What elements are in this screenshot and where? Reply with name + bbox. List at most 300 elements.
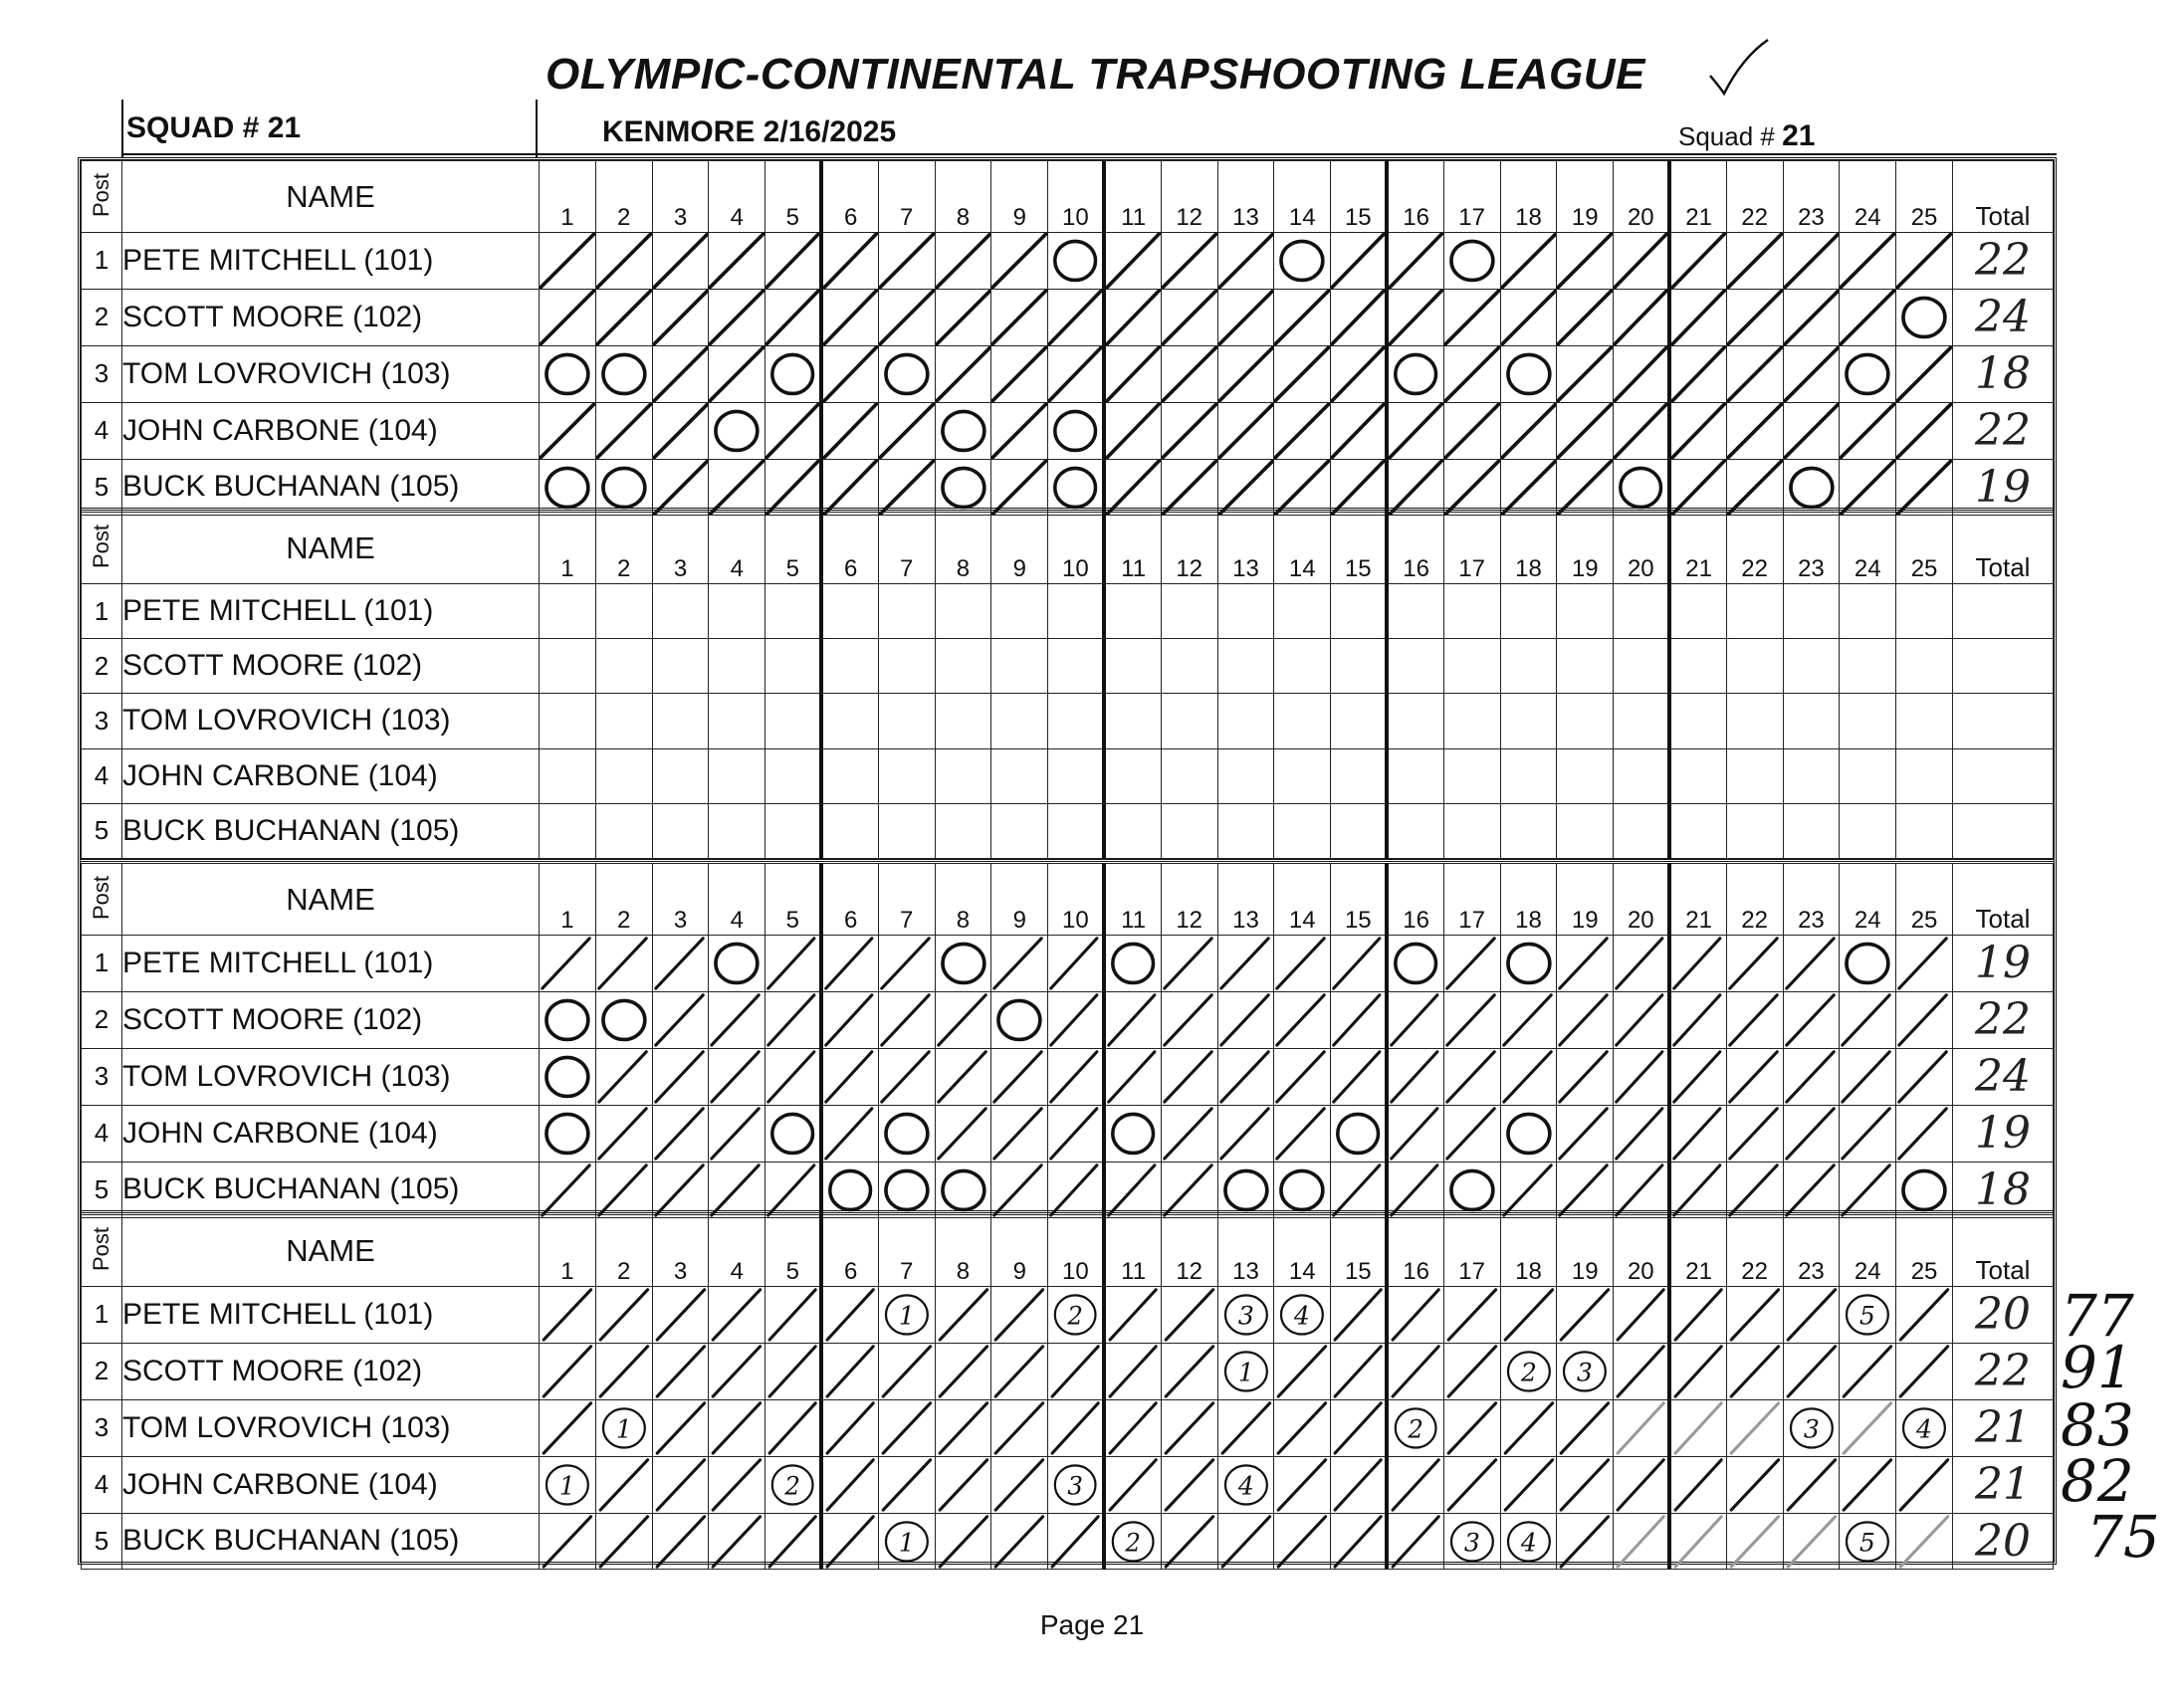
hit-slash-icon xyxy=(1501,1049,1557,1105)
hit-slash-icon xyxy=(596,1514,652,1570)
shooter-name: TOM LOVROVICH (103) xyxy=(122,694,540,748)
hit-slash-icon xyxy=(653,1049,709,1105)
hit-slash-icon xyxy=(1389,290,1442,345)
miss-mark xyxy=(765,1456,822,1513)
empty-cell xyxy=(1783,584,1840,639)
hit-mark xyxy=(1500,991,1557,1048)
hit-slash-icon xyxy=(1444,403,1500,459)
hit-mark xyxy=(709,991,765,1048)
hit-slash-icon xyxy=(1162,1400,1217,1456)
empty-cell xyxy=(1614,584,1670,639)
hit-slash-icon xyxy=(1331,1163,1385,1218)
hit-mark xyxy=(1557,1456,1614,1513)
empty-cell xyxy=(878,639,935,694)
hit-slash-icon xyxy=(1218,1106,1274,1162)
empty-cell xyxy=(1048,803,1105,858)
hit-mark xyxy=(1274,402,1331,459)
target-number-header: 1 xyxy=(540,1215,596,1287)
hit-mark xyxy=(1274,1048,1331,1105)
hit-mark xyxy=(1500,1456,1557,1513)
hit-mark xyxy=(1783,936,1840,992)
hit-slash-icon xyxy=(765,290,819,345)
empty-cell xyxy=(878,748,935,803)
miss-mark xyxy=(595,345,652,402)
hit-mark xyxy=(1443,1343,1500,1399)
shooter-row xyxy=(82,233,2054,290)
target-number-header: 17 xyxy=(1443,161,1500,233)
post-number: 2 xyxy=(82,1343,122,1399)
target-number-header: 6 xyxy=(821,1215,878,1287)
target-number-header: 25 xyxy=(1896,864,1953,936)
hit-slash-icon xyxy=(1218,936,1274,991)
target-number-header: 7 xyxy=(878,513,935,584)
hit-slash-icon xyxy=(823,1514,877,1570)
miss-mark xyxy=(540,459,596,516)
hit-mark xyxy=(1783,402,1840,459)
hit-mark xyxy=(1443,289,1500,345)
target-number-header: 12 xyxy=(1161,1215,1217,1287)
miss-mark xyxy=(540,1456,596,1513)
hit-slash-icon xyxy=(1389,1106,1442,1162)
miss-circle-icon xyxy=(879,1163,935,1218)
empty-cell xyxy=(1104,803,1161,858)
round-total xyxy=(1953,803,2054,858)
hit-mark xyxy=(991,289,1048,345)
hit-slash-icon xyxy=(1389,233,1442,289)
hit-mark xyxy=(709,233,765,290)
miss-circle-icon xyxy=(596,1400,652,1456)
hit-mark xyxy=(1387,289,1443,345)
hit-mark xyxy=(1614,1343,1670,1399)
svg-text:4: 4 xyxy=(1237,1471,1254,1501)
hit-mark xyxy=(1783,345,1840,402)
hit-mark xyxy=(821,1513,878,1570)
empty-cell xyxy=(1274,584,1331,639)
hit-slash-icon xyxy=(653,403,709,459)
empty-cell xyxy=(1331,748,1388,803)
hit-mark xyxy=(1614,1162,1670,1218)
svg-text:3: 3 xyxy=(1463,1528,1480,1558)
target-number-header: 14 xyxy=(1274,1215,1331,1287)
svg-text:5: 5 xyxy=(1859,1301,1876,1331)
hit-slash-icon xyxy=(1331,1344,1385,1399)
hit-mark xyxy=(652,991,709,1048)
miss-mark xyxy=(709,402,765,459)
hit-slash-icon xyxy=(991,1049,1047,1105)
target-number-header: 13 xyxy=(1217,161,1274,233)
hit-slash-icon xyxy=(1784,346,1840,402)
hit-slash-icon xyxy=(823,460,877,516)
hit-mark xyxy=(709,1162,765,1218)
hit-mark xyxy=(540,1399,596,1456)
hit-slash-icon xyxy=(936,1049,991,1105)
hit-mark xyxy=(540,1513,596,1570)
shooter-row xyxy=(82,694,2054,748)
hit-mark xyxy=(1161,1513,1217,1570)
miss-mark xyxy=(1500,1105,1557,1162)
hit-mark xyxy=(1387,991,1443,1048)
hit-slash-icon xyxy=(1162,1514,1217,1570)
hit-slash-icon xyxy=(1444,1106,1500,1162)
hit-slash-icon xyxy=(991,1287,1047,1343)
hit-mark xyxy=(1161,289,1217,345)
target-number-header: 8 xyxy=(935,864,991,936)
hit-mark xyxy=(1104,289,1161,345)
hit-slash-icon xyxy=(1274,346,1330,402)
miss-mark xyxy=(1048,1456,1105,1513)
hit-mark xyxy=(1783,1048,1840,1105)
empty-cell xyxy=(821,803,878,858)
hit-slash-icon xyxy=(879,233,935,289)
hit-slash-icon xyxy=(596,936,652,991)
hit-slash-icon xyxy=(1274,403,1330,459)
target-number-header: 18 xyxy=(1500,864,1557,936)
hit-mark xyxy=(991,1399,1048,1456)
hit-mark xyxy=(1726,1287,1783,1344)
target-number-header: 15 xyxy=(1331,1215,1388,1287)
hit-mark xyxy=(1669,1513,1726,1570)
hit-mark xyxy=(1896,1105,1953,1162)
empty-cell xyxy=(652,694,709,748)
hit-mark xyxy=(1331,1287,1388,1344)
hit-slash-icon xyxy=(1162,233,1217,289)
hit-mark xyxy=(1217,345,1274,402)
name-header: NAME xyxy=(122,161,540,233)
hit-mark xyxy=(1726,936,1783,992)
empty-cell xyxy=(1669,639,1726,694)
hit-mark xyxy=(1217,936,1274,992)
hit-mark xyxy=(1726,1513,1783,1570)
hit-mark xyxy=(935,1048,991,1105)
hit-mark xyxy=(1331,991,1388,1048)
hit-mark xyxy=(1274,1105,1331,1162)
hit-mark xyxy=(1896,1456,1953,1513)
hit-slash-icon xyxy=(1784,1457,1840,1513)
hit-mark xyxy=(1104,402,1161,459)
shooter-row xyxy=(82,1287,2054,1344)
hit-slash-icon xyxy=(1557,460,1613,516)
hit-mark xyxy=(1443,1399,1500,1456)
target-number-header: 14 xyxy=(1274,864,1331,936)
hit-mark xyxy=(540,1343,596,1399)
hit-mark xyxy=(1443,1456,1500,1513)
empty-cell xyxy=(1161,803,1217,858)
shooter-row xyxy=(82,639,2054,694)
empty-cell xyxy=(1274,803,1331,858)
hit-mark xyxy=(1387,459,1443,516)
hit-mark xyxy=(1161,1343,1217,1399)
empty-cell xyxy=(935,694,991,748)
svg-text:3: 3 xyxy=(1803,1414,1820,1444)
hit-slash-icon xyxy=(765,1344,819,1399)
target-number-header: 13 xyxy=(1217,513,1274,584)
hit-mark xyxy=(652,345,709,402)
empty-cell xyxy=(991,584,1048,639)
miss-mark xyxy=(1500,1513,1557,1570)
hit-mark xyxy=(935,1399,991,1456)
hit-slash-icon xyxy=(765,936,819,991)
hit-mark xyxy=(1500,1048,1557,1105)
hit-slash-icon xyxy=(540,1287,595,1343)
hit-slash-icon xyxy=(1218,346,1274,402)
shooter-row xyxy=(82,1162,2054,1218)
hit-slash-icon xyxy=(991,1344,1047,1399)
target-number-header: 3 xyxy=(652,513,709,584)
hit-slash-icon xyxy=(1671,1287,1725,1343)
miss-circle-icon xyxy=(1218,1287,1274,1343)
hit-slash-icon xyxy=(596,233,652,289)
hit-mark xyxy=(1669,1162,1726,1218)
empty-cell xyxy=(1104,694,1161,748)
miss-circle-icon xyxy=(1501,1106,1557,1162)
empty-cell xyxy=(991,803,1048,858)
hit-slash-icon xyxy=(709,1049,764,1105)
target-number-header: 4 xyxy=(709,864,765,936)
target-number-header: 17 xyxy=(1443,864,1500,936)
target-number-header: 24 xyxy=(1840,161,1896,233)
hit-slash-icon xyxy=(1784,1514,1840,1570)
miss-mark xyxy=(1048,402,1105,459)
miss-mark xyxy=(878,1105,935,1162)
hit-mark xyxy=(1896,233,1953,290)
hit-slash-icon xyxy=(936,233,991,289)
empty-cell xyxy=(1387,694,1443,748)
hit-mark xyxy=(1840,459,1896,516)
empty-cell xyxy=(1783,694,1840,748)
miss-circle-icon xyxy=(1444,1163,1500,1218)
hit-slash-icon xyxy=(1671,460,1725,516)
hit-slash-icon xyxy=(540,1514,595,1570)
post-number: 1 xyxy=(82,584,122,639)
target-number-header: 24 xyxy=(1840,864,1896,936)
total-header: Total xyxy=(1953,161,2054,233)
empty-cell xyxy=(1783,639,1840,694)
hit-mark xyxy=(1840,1105,1896,1162)
hit-slash-icon xyxy=(823,936,877,991)
hit-mark xyxy=(1104,1162,1161,1218)
target-number-header: 20 xyxy=(1614,864,1670,936)
hit-slash-icon xyxy=(765,992,819,1048)
empty-cell xyxy=(540,694,596,748)
hit-mark xyxy=(1387,1343,1443,1399)
hit-slash-icon xyxy=(1671,346,1725,402)
miss-circle-icon xyxy=(1218,1344,1274,1399)
hit-slash-icon xyxy=(653,1514,709,1570)
target-number-header: 25 xyxy=(1896,161,1953,233)
post-number: 4 xyxy=(82,402,122,459)
hit-mark xyxy=(1557,936,1614,992)
hit-slash-icon xyxy=(653,1287,709,1343)
miss-circle-icon xyxy=(540,346,595,402)
target-number-header: 8 xyxy=(935,1215,991,1287)
hit-slash-icon xyxy=(1557,1287,1613,1343)
target-number-header: 9 xyxy=(991,864,1048,936)
hit-mark xyxy=(935,289,991,345)
miss-mark xyxy=(765,1105,822,1162)
miss-circle-icon xyxy=(765,346,819,402)
target-number-header: 8 xyxy=(935,161,991,233)
shooter-name: TOM LOVROVICH (103) xyxy=(122,1048,540,1105)
hit-mark xyxy=(991,1162,1048,1218)
miss-mark xyxy=(1104,936,1161,992)
svg-text:1: 1 xyxy=(1237,1358,1254,1387)
hit-slash-icon xyxy=(1331,992,1385,1048)
hit-slash-icon xyxy=(596,1457,652,1513)
hit-mark xyxy=(1443,345,1500,402)
hit-mark xyxy=(1783,233,1840,290)
empty-cell xyxy=(1331,639,1388,694)
hit-mark xyxy=(1726,402,1783,459)
hit-slash-icon xyxy=(1896,403,1952,459)
hit-slash-icon xyxy=(1162,346,1217,402)
round-total: 22 xyxy=(1953,233,2054,290)
miss-mark xyxy=(1048,1287,1105,1344)
hit-mark xyxy=(595,936,652,992)
target-number-header: 2 xyxy=(595,161,652,233)
miss-mark xyxy=(595,1399,652,1456)
miss-circle-icon xyxy=(1218,1457,1274,1513)
hit-mark xyxy=(595,1456,652,1513)
hit-mark xyxy=(1331,1513,1388,1570)
hit-slash-icon xyxy=(1840,233,1895,289)
hit-mark xyxy=(652,1399,709,1456)
miss-circle-icon xyxy=(709,403,764,459)
empty-cell xyxy=(1217,748,1274,803)
svg-text:1: 1 xyxy=(615,1414,632,1444)
shooter-row xyxy=(82,1105,2054,1162)
hit-slash-icon xyxy=(1162,1163,1217,1218)
svg-text:2: 2 xyxy=(784,1471,801,1501)
empty-cell xyxy=(1614,803,1670,858)
miss-circle-icon xyxy=(540,1457,595,1513)
hit-mark xyxy=(765,1399,822,1456)
hit-mark xyxy=(1557,345,1614,402)
hit-slash-icon xyxy=(879,1400,935,1456)
hit-slash-icon xyxy=(709,1163,764,1218)
empty-cell xyxy=(1217,803,1274,858)
post-header: Post xyxy=(82,1215,122,1287)
hit-slash-icon xyxy=(879,460,935,516)
empty-cell xyxy=(1048,584,1105,639)
empty-cell xyxy=(1500,748,1557,803)
target-number-header: 16 xyxy=(1387,513,1443,584)
hit-slash-icon xyxy=(1331,403,1385,459)
hit-slash-icon xyxy=(1501,1457,1557,1513)
target-number-header: 7 xyxy=(878,1215,935,1287)
hit-mark xyxy=(595,289,652,345)
page-number: Page 21 xyxy=(1039,1609,1145,1640)
hit-slash-icon xyxy=(1840,1400,1895,1456)
hit-slash-icon xyxy=(1048,936,1102,991)
hit-mark xyxy=(1557,1105,1614,1162)
hit-mark xyxy=(1048,1162,1105,1218)
hit-mark xyxy=(1104,1343,1161,1399)
hit-mark xyxy=(1331,289,1388,345)
target-number-header: 4 xyxy=(709,513,765,584)
hit-slash-icon xyxy=(1671,992,1725,1048)
shooter-name: TOM LOVROVICH (103) xyxy=(122,1399,540,1456)
empty-cell xyxy=(1557,639,1614,694)
empty-cell xyxy=(821,584,878,639)
empty-cell xyxy=(652,748,709,803)
hit-mark xyxy=(595,233,652,290)
target-number-header: 7 xyxy=(878,161,935,233)
hit-slash-icon xyxy=(1444,1287,1500,1343)
miss-circle-icon xyxy=(1048,233,1102,289)
hit-slash-icon xyxy=(823,1457,877,1513)
hit-slash-icon xyxy=(1331,1457,1385,1513)
hit-slash-icon xyxy=(1389,1163,1442,1218)
miss-mark xyxy=(1387,1399,1443,1456)
hit-slash-icon xyxy=(1274,1514,1330,1570)
shooter-row xyxy=(82,402,2054,459)
target-number-header: 1 xyxy=(540,864,596,936)
hit-mark xyxy=(1896,345,1953,402)
miss-circle-icon xyxy=(596,346,652,402)
hit-slash-icon xyxy=(1106,1457,1160,1513)
hit-mark xyxy=(935,1343,991,1399)
hit-mark xyxy=(1669,1287,1726,1344)
shooter-row xyxy=(82,1456,2054,1513)
hit-mark xyxy=(1896,1287,1953,1344)
hit-mark xyxy=(935,1105,991,1162)
hit-mark xyxy=(1387,1456,1443,1513)
hit-mark xyxy=(709,1105,765,1162)
hit-mark xyxy=(1669,402,1726,459)
hit-slash-icon xyxy=(540,1400,595,1456)
hit-mark xyxy=(1557,1162,1614,1218)
hit-mark xyxy=(1048,345,1105,402)
hit-slash-icon xyxy=(1784,1287,1840,1343)
total-header: Total xyxy=(1953,1215,2054,1287)
hit-mark xyxy=(1387,1105,1443,1162)
target-number-header: 12 xyxy=(1161,513,1217,584)
miss-mark xyxy=(1896,1399,1953,1456)
hit-slash-icon xyxy=(1048,290,1102,345)
empty-cell xyxy=(1274,639,1331,694)
hit-slash-icon xyxy=(1614,1514,1667,1570)
empty-cell xyxy=(709,584,765,639)
hit-mark xyxy=(1443,402,1500,459)
empty-cell xyxy=(709,803,765,858)
miss-mark xyxy=(1217,1343,1274,1399)
svg-text:1: 1 xyxy=(898,1301,915,1331)
hit-slash-icon xyxy=(1331,290,1385,345)
target-number-header: 5 xyxy=(765,161,822,233)
empty-cell xyxy=(1104,639,1161,694)
empty-cell xyxy=(709,748,765,803)
hit-slash-icon xyxy=(1727,1514,1783,1570)
post-number: 5 xyxy=(82,1513,122,1570)
target-number-header: 5 xyxy=(765,1215,822,1287)
hit-mark xyxy=(1840,1162,1896,1218)
hit-mark xyxy=(821,991,878,1048)
hit-slash-icon xyxy=(1218,403,1274,459)
empty-cell xyxy=(1387,584,1443,639)
target-number-header: 4 xyxy=(709,1215,765,1287)
empty-cell xyxy=(1726,803,1783,858)
empty-cell xyxy=(1387,639,1443,694)
hit-slash-icon xyxy=(653,936,709,991)
hit-mark xyxy=(1726,1456,1783,1513)
miss-mark xyxy=(1048,233,1105,290)
hit-slash-icon xyxy=(1444,936,1500,991)
target-number-header: 22 xyxy=(1726,864,1783,936)
hit-slash-icon xyxy=(1389,1457,1442,1513)
hit-slash-icon xyxy=(1840,1106,1895,1162)
hit-slash-icon xyxy=(1218,1514,1274,1570)
miss-circle-icon xyxy=(540,1106,595,1162)
